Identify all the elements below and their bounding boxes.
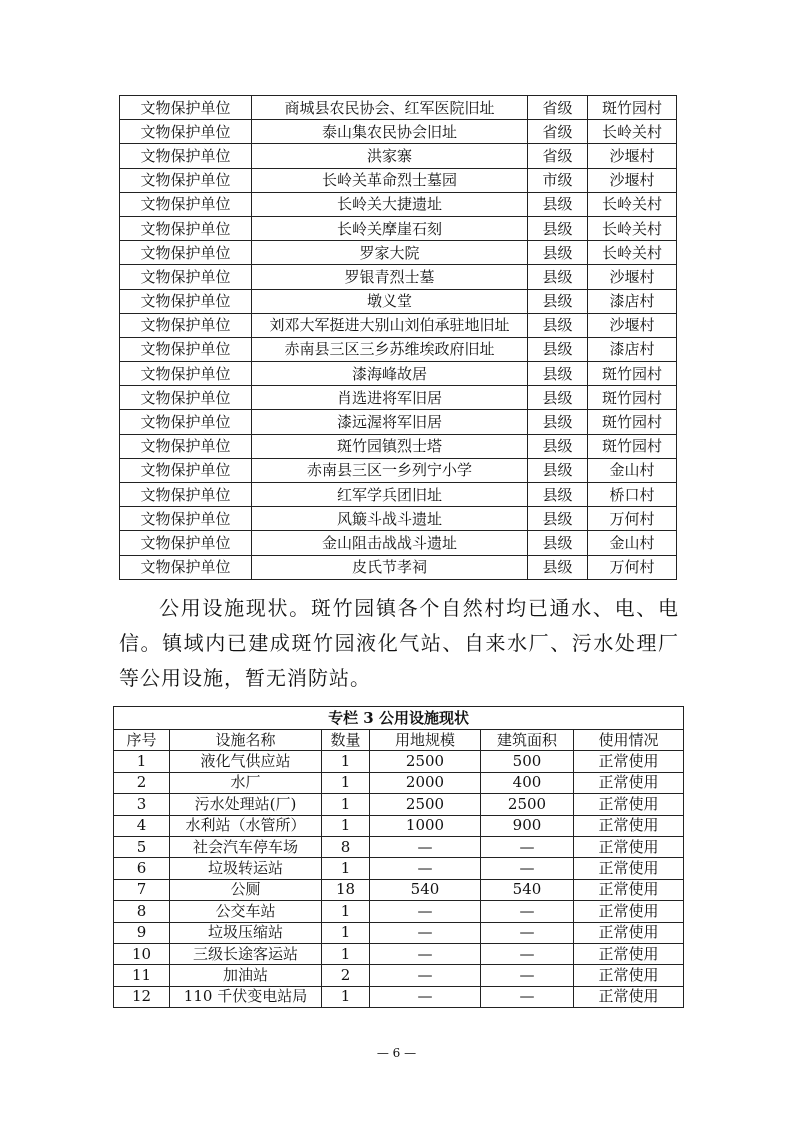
cell-facility-name: 液化气供应站 bbox=[170, 751, 322, 772]
cell-index: 1 bbox=[114, 751, 170, 772]
table-row bbox=[114, 858, 684, 879]
cell-usage-status: 正常使用 bbox=[574, 858, 684, 879]
cell-village: 斑竹园村 bbox=[588, 410, 677, 434]
cell-village: 沙堰村 bbox=[588, 144, 677, 168]
table-row bbox=[120, 96, 677, 120]
cell-usage-status: 正常使用 bbox=[574, 836, 684, 857]
cell-category: 文物保护单位 bbox=[120, 120, 252, 144]
cell-category: 文物保护单位 bbox=[120, 192, 252, 216]
heritage-sites-table-body bbox=[120, 96, 677, 580]
cell-site-name: 长岭关大捷遗址 bbox=[252, 192, 528, 216]
cell-category: 文物保护单位 bbox=[120, 289, 252, 313]
table-row bbox=[120, 555, 677, 579]
cell-village: 桥口村 bbox=[588, 483, 677, 507]
cell-level: 县级 bbox=[528, 216, 588, 240]
cell-level: 县级 bbox=[528, 434, 588, 458]
cell-building-area: — bbox=[481, 858, 574, 879]
cell-site-name: 斑竹园镇烈士塔 bbox=[252, 434, 528, 458]
cell-usage-status: 正常使用 bbox=[574, 772, 684, 793]
cell-quantity: 1 bbox=[322, 922, 370, 943]
cell-level: 县级 bbox=[528, 458, 588, 482]
cell-land-area: 2500 bbox=[370, 794, 481, 815]
cell-index: 9 bbox=[114, 922, 170, 943]
cell-village: 沙堰村 bbox=[588, 313, 677, 337]
cell-category: 文物保护单位 bbox=[120, 386, 252, 410]
cell-facility-name: 水利站（水管所） bbox=[170, 815, 322, 836]
cell-land-area: — bbox=[370, 922, 481, 943]
cell-usage-status: 正常使用 bbox=[574, 794, 684, 815]
cell-level: 县级 bbox=[528, 265, 588, 289]
table-row bbox=[114, 879, 684, 900]
cell-land-area: 2000 bbox=[370, 772, 481, 793]
cell-building-area: — bbox=[481, 943, 574, 964]
cell-site-name: 罗银青烈士墓 bbox=[252, 265, 528, 289]
cell-facility-name: 垃圾转运站 bbox=[170, 858, 322, 879]
table-row bbox=[114, 965, 684, 986]
public-facilities-table bbox=[113, 706, 684, 1008]
table-row bbox=[120, 410, 677, 434]
cell-site-name: 金山阻击战战斗遗址 bbox=[252, 531, 528, 555]
cell-index: 7 bbox=[114, 879, 170, 900]
table-row bbox=[120, 483, 677, 507]
cell-village: 万何村 bbox=[588, 555, 677, 579]
cell-index: 3 bbox=[114, 794, 170, 815]
table-row bbox=[114, 986, 684, 1007]
cell-level: 省级 bbox=[528, 120, 588, 144]
cell-site-name: 肖选进将军旧居 bbox=[252, 386, 528, 410]
cell-usage-status: 正常使用 bbox=[574, 751, 684, 772]
public-facilities-table-body bbox=[114, 751, 684, 1008]
cell-facility-name: 公厕 bbox=[170, 879, 322, 900]
cell-category: 文物保护单位 bbox=[120, 483, 252, 507]
cell-level: 县级 bbox=[528, 192, 588, 216]
cell-site-name: 漆远渥将军旧居 bbox=[252, 410, 528, 434]
cell-site-name: 泰山集农民协会旧址 bbox=[252, 120, 528, 144]
cell-level: 县级 bbox=[528, 337, 588, 361]
cell-quantity: 1 bbox=[322, 794, 370, 815]
page-number: — 6 — bbox=[376, 1046, 417, 1060]
cell-quantity: 1 bbox=[322, 943, 370, 964]
table-row bbox=[120, 458, 677, 482]
cell-category: 文物保护单位 bbox=[120, 96, 252, 120]
cell-index: 2 bbox=[114, 772, 170, 793]
cell-site-name: 商城县农民协会、红军医院旧址 bbox=[252, 96, 528, 120]
cell-village: 万何村 bbox=[588, 507, 677, 531]
cell-building-area: — bbox=[481, 965, 574, 986]
table-row bbox=[120, 434, 677, 458]
table-row bbox=[120, 144, 677, 168]
cell-village: 沙堰村 bbox=[588, 168, 677, 192]
cell-land-area: — bbox=[370, 943, 481, 964]
table-row bbox=[120, 531, 677, 555]
table-row bbox=[120, 192, 677, 216]
cell-level: 市级 bbox=[528, 168, 588, 192]
cell-level: 县级 bbox=[528, 507, 588, 531]
cell-category: 文物保护单位 bbox=[120, 337, 252, 361]
cell-facility-name: 水厂 bbox=[170, 772, 322, 793]
table-row bbox=[114, 772, 684, 793]
cell-usage-status: 正常使用 bbox=[574, 901, 684, 922]
table-row bbox=[114, 815, 684, 836]
cell-facility-name: 110 千伏变电站局 bbox=[170, 986, 322, 1007]
cell-level: 县级 bbox=[528, 386, 588, 410]
header-quantity: 数量 bbox=[322, 730, 370, 751]
header-index: 序号 bbox=[114, 730, 170, 751]
table-row bbox=[120, 168, 677, 192]
cell-level: 县级 bbox=[528, 483, 588, 507]
table-row bbox=[120, 362, 677, 386]
cell-level: 县级 bbox=[528, 555, 588, 579]
cell-index: 6 bbox=[114, 858, 170, 879]
cell-category: 文物保护单位 bbox=[120, 507, 252, 531]
cell-level: 县级 bbox=[528, 313, 588, 337]
public-facilities-paragraph: 公用设施现状。斑竹园镇各个自然村均已通水、电、电信。镇域内已建成斑竹园液化气站、自来水厂、污水处理厂等公用设施，暂无消防站。 bbox=[119, 596, 679, 690]
cell-facility-name: 三级长途客运站 bbox=[170, 943, 322, 964]
cell-category: 文物保护单位 bbox=[120, 216, 252, 240]
cell-quantity: 1 bbox=[322, 751, 370, 772]
heritage-sites-table bbox=[119, 95, 677, 580]
cell-village: 长岭关村 bbox=[588, 241, 677, 265]
cell-quantity: 1 bbox=[322, 858, 370, 879]
cell-site-name: 赤南县三区一乡列宁小学 bbox=[252, 458, 528, 482]
cell-usage-status: 正常使用 bbox=[574, 965, 684, 986]
cell-village: 长岭关村 bbox=[588, 216, 677, 240]
cell-category: 文物保护单位 bbox=[120, 362, 252, 386]
cell-index: 12 bbox=[114, 986, 170, 1007]
cell-category: 文物保护单位 bbox=[120, 144, 252, 168]
cell-village: 斑竹园村 bbox=[588, 362, 677, 386]
cell-building-area: — bbox=[481, 901, 574, 922]
cell-category: 文物保护单位 bbox=[120, 410, 252, 434]
cell-building-area: 2500 bbox=[481, 794, 574, 815]
cell-village: 斑竹园村 bbox=[588, 96, 677, 120]
cell-usage-status: 正常使用 bbox=[574, 943, 684, 964]
cell-village: 长岭关村 bbox=[588, 120, 677, 144]
cell-quantity: 2 bbox=[322, 965, 370, 986]
cell-village: 金山村 bbox=[588, 458, 677, 482]
table-row bbox=[120, 337, 677, 361]
cell-category: 文物保护单位 bbox=[120, 531, 252, 555]
cell-site-name: 洪家寨 bbox=[252, 144, 528, 168]
cell-category: 文物保护单位 bbox=[120, 265, 252, 289]
table-row bbox=[120, 507, 677, 531]
cell-building-area: — bbox=[481, 922, 574, 943]
cell-site-name: 风簸斗战斗遗址 bbox=[252, 507, 528, 531]
cell-village: 漆店村 bbox=[588, 337, 677, 361]
header-usage-status: 使用情况 bbox=[574, 730, 684, 751]
cell-usage-status: 正常使用 bbox=[574, 879, 684, 900]
table-caption-row bbox=[114, 707, 684, 730]
cell-building-area: 900 bbox=[481, 815, 574, 836]
table-caption: 专栏 3 公用设施现状 bbox=[114, 707, 684, 730]
cell-facility-name: 公交车站 bbox=[170, 901, 322, 922]
table-row bbox=[114, 794, 684, 815]
cell-building-area: 540 bbox=[481, 879, 574, 900]
cell-village: 金山村 bbox=[588, 531, 677, 555]
cell-facility-name: 垃圾压缩站 bbox=[170, 922, 322, 943]
table-row bbox=[120, 265, 677, 289]
cell-site-name: 罗家大院 bbox=[252, 241, 528, 265]
table-row bbox=[120, 289, 677, 313]
cell-category: 文物保护单位 bbox=[120, 313, 252, 337]
table-row bbox=[120, 241, 677, 265]
cell-village: 漆店村 bbox=[588, 289, 677, 313]
cell-index: 8 bbox=[114, 901, 170, 922]
cell-quantity: 1 bbox=[322, 901, 370, 922]
cell-facility-name: 加油站 bbox=[170, 965, 322, 986]
table-row bbox=[120, 313, 677, 337]
cell-usage-status: 正常使用 bbox=[574, 922, 684, 943]
cell-category: 文物保护单位 bbox=[120, 241, 252, 265]
table-row bbox=[114, 751, 684, 772]
cell-index: 5 bbox=[114, 836, 170, 857]
cell-land-area: — bbox=[370, 858, 481, 879]
cell-category: 文物保护单位 bbox=[120, 434, 252, 458]
cell-village: 沙堰村 bbox=[588, 265, 677, 289]
cell-land-area: 1000 bbox=[370, 815, 481, 836]
cell-land-area: — bbox=[370, 965, 481, 986]
cell-village: 长岭关村 bbox=[588, 192, 677, 216]
cell-site-name: 皮氏节孝祠 bbox=[252, 555, 528, 579]
cell-quantity: 18 bbox=[322, 879, 370, 900]
cell-usage-status: 正常使用 bbox=[574, 815, 684, 836]
cell-site-name: 漆海峰故居 bbox=[252, 362, 528, 386]
cell-facility-name: 污水处理站(厂) bbox=[170, 794, 322, 815]
cell-category: 文物保护单位 bbox=[120, 458, 252, 482]
cell-quantity: 1 bbox=[322, 986, 370, 1007]
cell-index: 10 bbox=[114, 943, 170, 964]
table-row bbox=[120, 120, 677, 144]
cell-land-area: 540 bbox=[370, 879, 481, 900]
cell-level: 省级 bbox=[528, 96, 588, 120]
cell-site-name: 长岭关革命烈士墓园 bbox=[252, 168, 528, 192]
table-row bbox=[114, 943, 684, 964]
cell-index: 11 bbox=[114, 965, 170, 986]
table-row bbox=[114, 922, 684, 943]
cell-land-area: 2500 bbox=[370, 751, 481, 772]
table-row bbox=[114, 901, 684, 922]
cell-building-area: — bbox=[481, 986, 574, 1007]
cell-site-name: 红军学兵团旧址 bbox=[252, 483, 528, 507]
cell-site-name: 刘邓大军挺进大别山刘伯承驻地旧址 bbox=[252, 313, 528, 337]
cell-level: 县级 bbox=[528, 241, 588, 265]
cell-site-name: 长岭关摩崖石刻 bbox=[252, 216, 528, 240]
cell-building-area: — bbox=[481, 836, 574, 857]
cell-quantity: 1 bbox=[322, 772, 370, 793]
cell-building-area: 400 bbox=[481, 772, 574, 793]
cell-facility-name: 社会汽车停车场 bbox=[170, 836, 322, 857]
cell-category: 文物保护单位 bbox=[120, 555, 252, 579]
cell-quantity: 8 bbox=[322, 836, 370, 857]
header-building-area: 建筑面积 bbox=[481, 730, 574, 751]
cell-level: 县级 bbox=[528, 362, 588, 386]
header-land-area: 用地规模 bbox=[370, 730, 481, 751]
cell-village: 斑竹园村 bbox=[588, 386, 677, 410]
header-facility-name: 设施名称 bbox=[170, 730, 322, 751]
cell-land-area: — bbox=[370, 836, 481, 857]
cell-village: 斑竹园村 bbox=[588, 434, 677, 458]
cell-land-area: — bbox=[370, 901, 481, 922]
cell-building-area: 500 bbox=[481, 751, 574, 772]
table-row bbox=[120, 216, 677, 240]
cell-usage-status: 正常使用 bbox=[574, 986, 684, 1007]
cell-land-area: — bbox=[370, 986, 481, 1007]
cell-level: 县级 bbox=[528, 289, 588, 313]
cell-site-name: 赤南县三区三乡苏维埃政府旧址 bbox=[252, 337, 528, 361]
cell-level: 县级 bbox=[528, 531, 588, 555]
cell-site-name: 墩义堂 bbox=[252, 289, 528, 313]
table-header-row bbox=[114, 730, 684, 751]
cell-category: 文物保护单位 bbox=[120, 168, 252, 192]
cell-level: 省级 bbox=[528, 144, 588, 168]
table-row bbox=[120, 386, 677, 410]
table-row bbox=[114, 836, 684, 857]
cell-index: 4 bbox=[114, 815, 170, 836]
cell-quantity: 1 bbox=[322, 815, 370, 836]
cell-level: 县级 bbox=[528, 410, 588, 434]
